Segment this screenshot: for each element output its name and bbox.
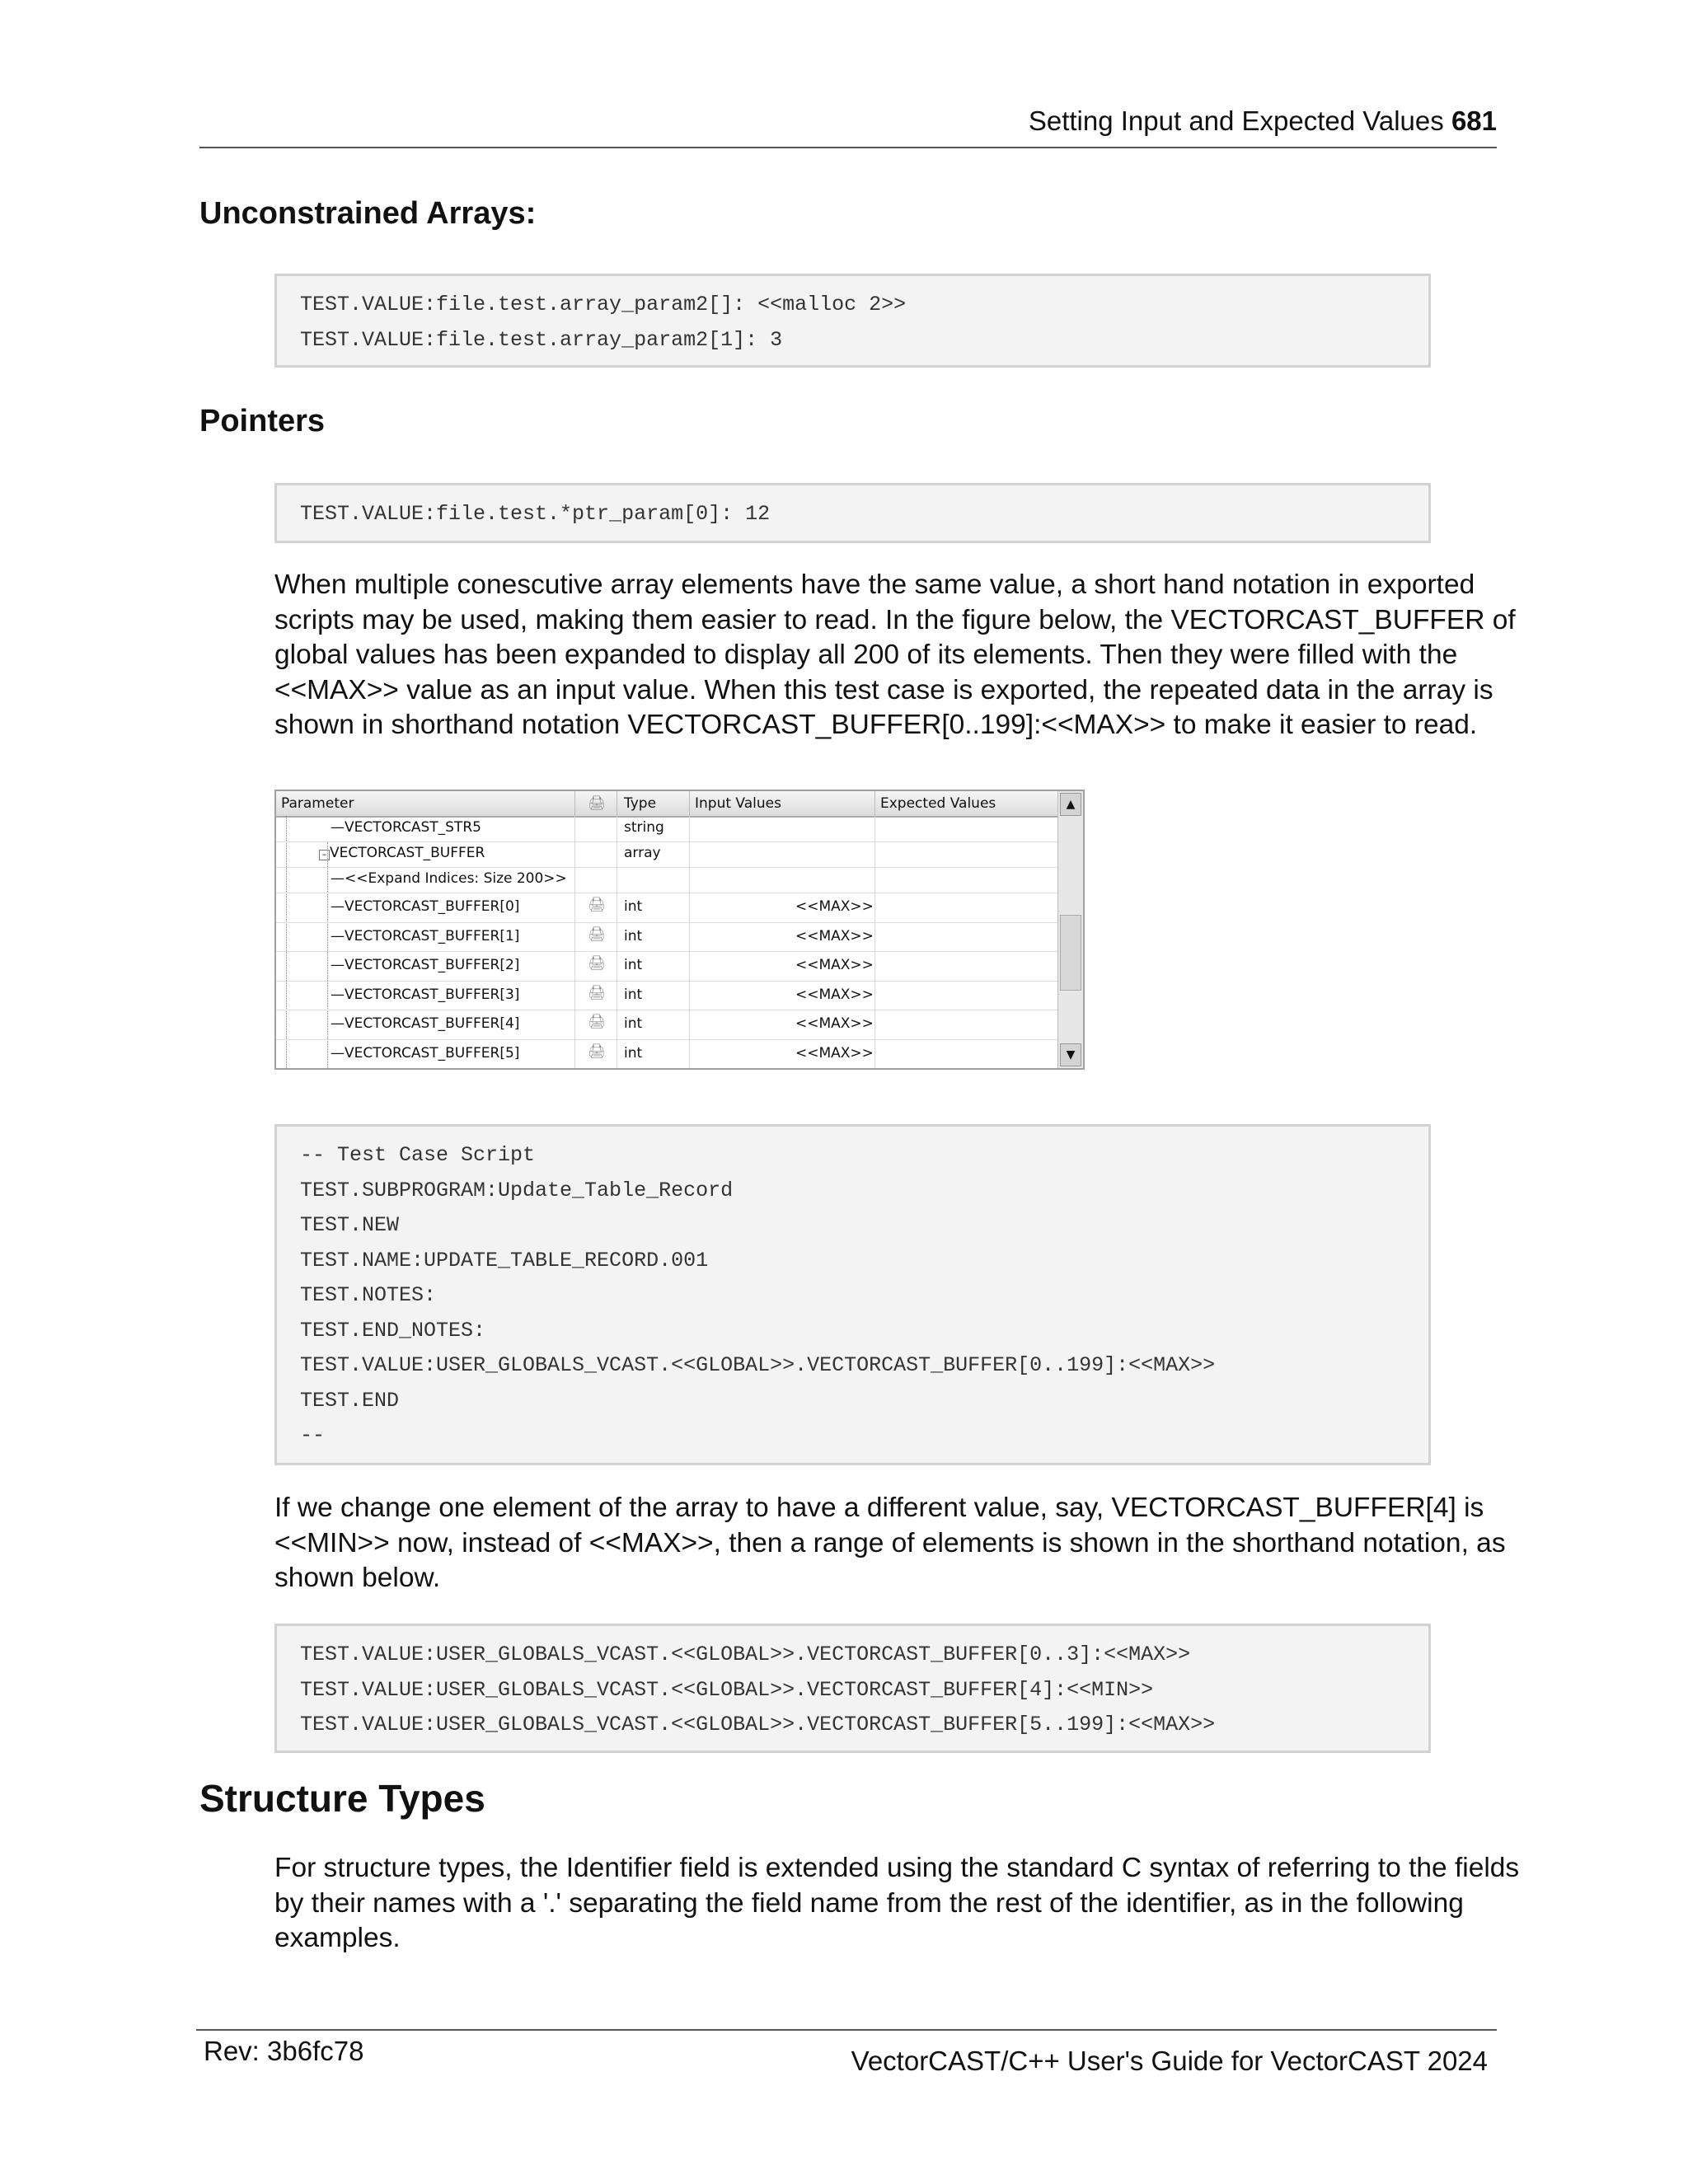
paragraph-shorthand	[274, 568, 1516, 743]
scroll-down-icon[interactable]: ▼	[1060, 1043, 1081, 1066]
paragraph-line: global values has been expanded to display all 200 of its elements. Then they were filled with the	[274, 640, 1458, 670]
row-param: VECTORCAST_BUFFER[0]	[345, 898, 520, 915]
heading-structure-types: Structure Types	[199, 1777, 485, 1820]
heading-pointers: Pointers	[199, 404, 326, 438]
grid-row-expand-indices[interactable]: —<<Expand Indices: Size 200>>	[276, 867, 1057, 893]
row-type: int	[624, 927, 643, 944]
code-line: TEST.VALUE:file.test.*ptr_param[0]: 12	[300, 502, 771, 526]
row-type: int	[624, 1044, 643, 1062]
row-input-value[interactable]: <<MAX>>	[795, 986, 874, 1003]
paragraph-line: <<MIN>> now, instead of <<MAX>>, then a range of elements is shown in the shorthand notation, as	[274, 1527, 1506, 1558]
grid-row[interactable]: —VECTORCAST_BUFFER[5] 🖨 int <<MAX>>	[276, 1039, 1057, 1070]
vertical-scrollbar[interactable]	[1057, 791, 1083, 1068]
column-header-expected-values[interactable]: Expected Values	[880, 795, 996, 812]
paragraph-line: <<MAX>> value as an input value. When this test case is exported, the repeated data in the array is	[274, 674, 1493, 705]
code-block-pointers	[274, 483, 1431, 543]
footer-revision: Rev: 3b6fc78	[204, 2036, 364, 2066]
paragraph-line: If we change one element of the array to have a different value, say, VECTORCAST_BUFFER[4] is	[274, 1493, 1484, 1523]
printer-icon[interactable]: 🖨	[588, 1014, 606, 1030]
code-line: TEST.VALUE:USER_GLOBALS_VCAST.<<GLOBAL>>.VECTORCAST_BUFFER[5..199]:<<MAX>>	[300, 1713, 1216, 1736]
paragraph-range	[274, 1491, 1506, 1596]
row-input-value[interactable]: <<MAX>>	[795, 898, 874, 915]
parameter-grid-screenshot	[274, 790, 1085, 1070]
row-param: VECTORCAST_BUFFER[1]	[345, 927, 520, 944]
footer-guide-title: VectorCAST/C++ User's Guide for VectorCAST 2024	[851, 2046, 1488, 2076]
column-header-type[interactable]: Type	[624, 795, 657, 812]
code-block-test-case-script	[274, 1124, 1431, 1465]
grid-row[interactable]: —VECTORCAST_BUFFER[0] 🖨 int <<MAX>>	[276, 893, 1057, 923]
paragraph-structure-types	[274, 1851, 1520, 1957]
row-input-value[interactable]: <<MAX>>	[795, 1044, 874, 1062]
grid-header	[276, 791, 1057, 818]
row-input-value[interactable]: <<MAX>>	[795, 927, 874, 944]
printer-icon[interactable]: 🖨	[588, 926, 606, 943]
scroll-up-icon[interactable]: ▲	[1060, 793, 1081, 816]
row-type: array	[624, 845, 661, 861]
code-line: TEST.VALUE:USER_GLOBALS_VCAST.<<GLOBAL>>.VECTORCAST_BUFFER[0..3]:<<MAX>>	[300, 1643, 1191, 1666]
grid-row[interactable]: —VECTORCAST_BUFFER[4] 🖨 int <<MAX>>	[276, 1010, 1057, 1040]
printer-icon[interactable]: 🖨	[588, 897, 606, 913]
row-type: int	[624, 898, 643, 915]
row-input-value[interactable]: <<MAX>>	[795, 957, 874, 973]
header-title-block	[1029, 105, 1497, 137]
page-number: 681	[1451, 105, 1497, 136]
printer-icon[interactable]: 🖨	[588, 1043, 606, 1060]
page-header	[199, 104, 1497, 148]
row-type: int	[624, 986, 643, 1003]
code-line: TEST.NEW	[300, 1213, 400, 1237]
row-param: VECTORCAST_BUFFER[3]	[345, 986, 520, 1003]
paragraph-line: shown in shorthand notation VECTORCAST_BUFFER[0..199]:<<MAX>> to make it easier to read.	[274, 710, 1478, 740]
paragraph-line: When multiple conescutive array elements have the same value, a short hand notation in exported	[274, 569, 1475, 600]
paragraph-line: shown below.	[274, 1563, 441, 1593]
code-line: TEST.END_NOTES:	[300, 1318, 486, 1343]
scroll-thumb[interactable]	[1060, 915, 1081, 991]
grid-row[interactable]: —VECTORCAST_STR5 string	[276, 816, 1057, 842]
row-type: string	[624, 819, 664, 836]
grid-row[interactable]	[276, 841, 1057, 868]
printer-column-icon: 🖨	[588, 795, 606, 812]
code-line: TEST.VALUE:file.test.array_param2[1]: 3	[300, 327, 783, 352]
code-line: --	[300, 1423, 326, 1447]
paragraph-line: For structure types, the Identifier field is extended using the standard C syntax of referring to the fields	[274, 1853, 1520, 1883]
code-block-range	[274, 1624, 1431, 1753]
grid-row[interactable]: —VECTORCAST_BUFFER[3] 🖨 int <<MAX>>	[276, 981, 1057, 1011]
paragraph-line: examples.	[274, 1923, 401, 1953]
row-param: VECTORCAST_BUFFER[5]	[345, 1044, 520, 1062]
column-header-input-values[interactable]: Input Values	[695, 795, 781, 812]
paragraph-line: scripts may be used, making them easier to read. In the figure below, the VECTORCAST_BUFFER of	[274, 604, 1516, 635]
footer-divider	[196, 2029, 1497, 2031]
code-line: TEST.NAME:UPDATE_TABLE_RECORD.001	[300, 1248, 709, 1272]
row-param: <<Expand Indices: Size 200>>	[345, 870, 567, 887]
column-header-parameter[interactable]: Parameter	[281, 795, 354, 812]
code-block-unconstrained	[274, 274, 1431, 368]
code-line: TEST.VALUE:USER_GLOBALS_VCAST.<<GLOBAL>>.VECTORCAST_BUFFER[0..199]:<<MAX>>	[300, 1353, 1216, 1377]
code-line: TEST.NOTES:	[300, 1283, 437, 1307]
printer-icon[interactable]: 🖨	[588, 984, 606, 1001]
row-type: int	[624, 1015, 643, 1032]
code-line: TEST.VALUE:file.test.array_param2[]: <<malloc 2>>	[300, 293, 907, 316]
grid-row[interactable]: —VECTORCAST_BUFFER[1] 🖨 int <<MAX>>	[276, 922, 1057, 953]
row-param: VECTORCAST_BUFFER	[330, 845, 485, 861]
code-line: TEST.SUBPROGRAM:Update_Table_Record	[300, 1178, 734, 1202]
code-line: -- Test Case Script	[300, 1143, 536, 1167]
collapse-icon[interactable]: –	[319, 850, 330, 860]
header-title: Setting Input and Expected Values	[1028, 105, 1444, 136]
code-line: TEST.END	[300, 1388, 400, 1413]
row-param: VECTORCAST_BUFFER[2]	[345, 957, 520, 973]
row-input-value[interactable]: <<MAX>>	[795, 1015, 874, 1032]
row-param: VECTORCAST_BUFFER[4]	[345, 1015, 520, 1032]
row-param: VECTORCAST_STR5	[345, 819, 481, 836]
printer-icon[interactable]: 🖨	[588, 955, 606, 972]
grid-row[interactable]: —VECTORCAST_BUFFER[2] 🖨 int <<MAX>>	[276, 951, 1057, 982]
row-type: int	[624, 957, 643, 973]
paragraph-line: by their names with a '.' separating the field name from the rest of the identifier, as in the following	[274, 1887, 1464, 1919]
code-line: TEST.VALUE:USER_GLOBALS_VCAST.<<GLOBAL>>.VECTORCAST_BUFFER[4]:<<MIN>>	[300, 1677, 1154, 1702]
heading-unconstrained-arrays: Unconstrained Arrays:	[199, 196, 537, 231]
